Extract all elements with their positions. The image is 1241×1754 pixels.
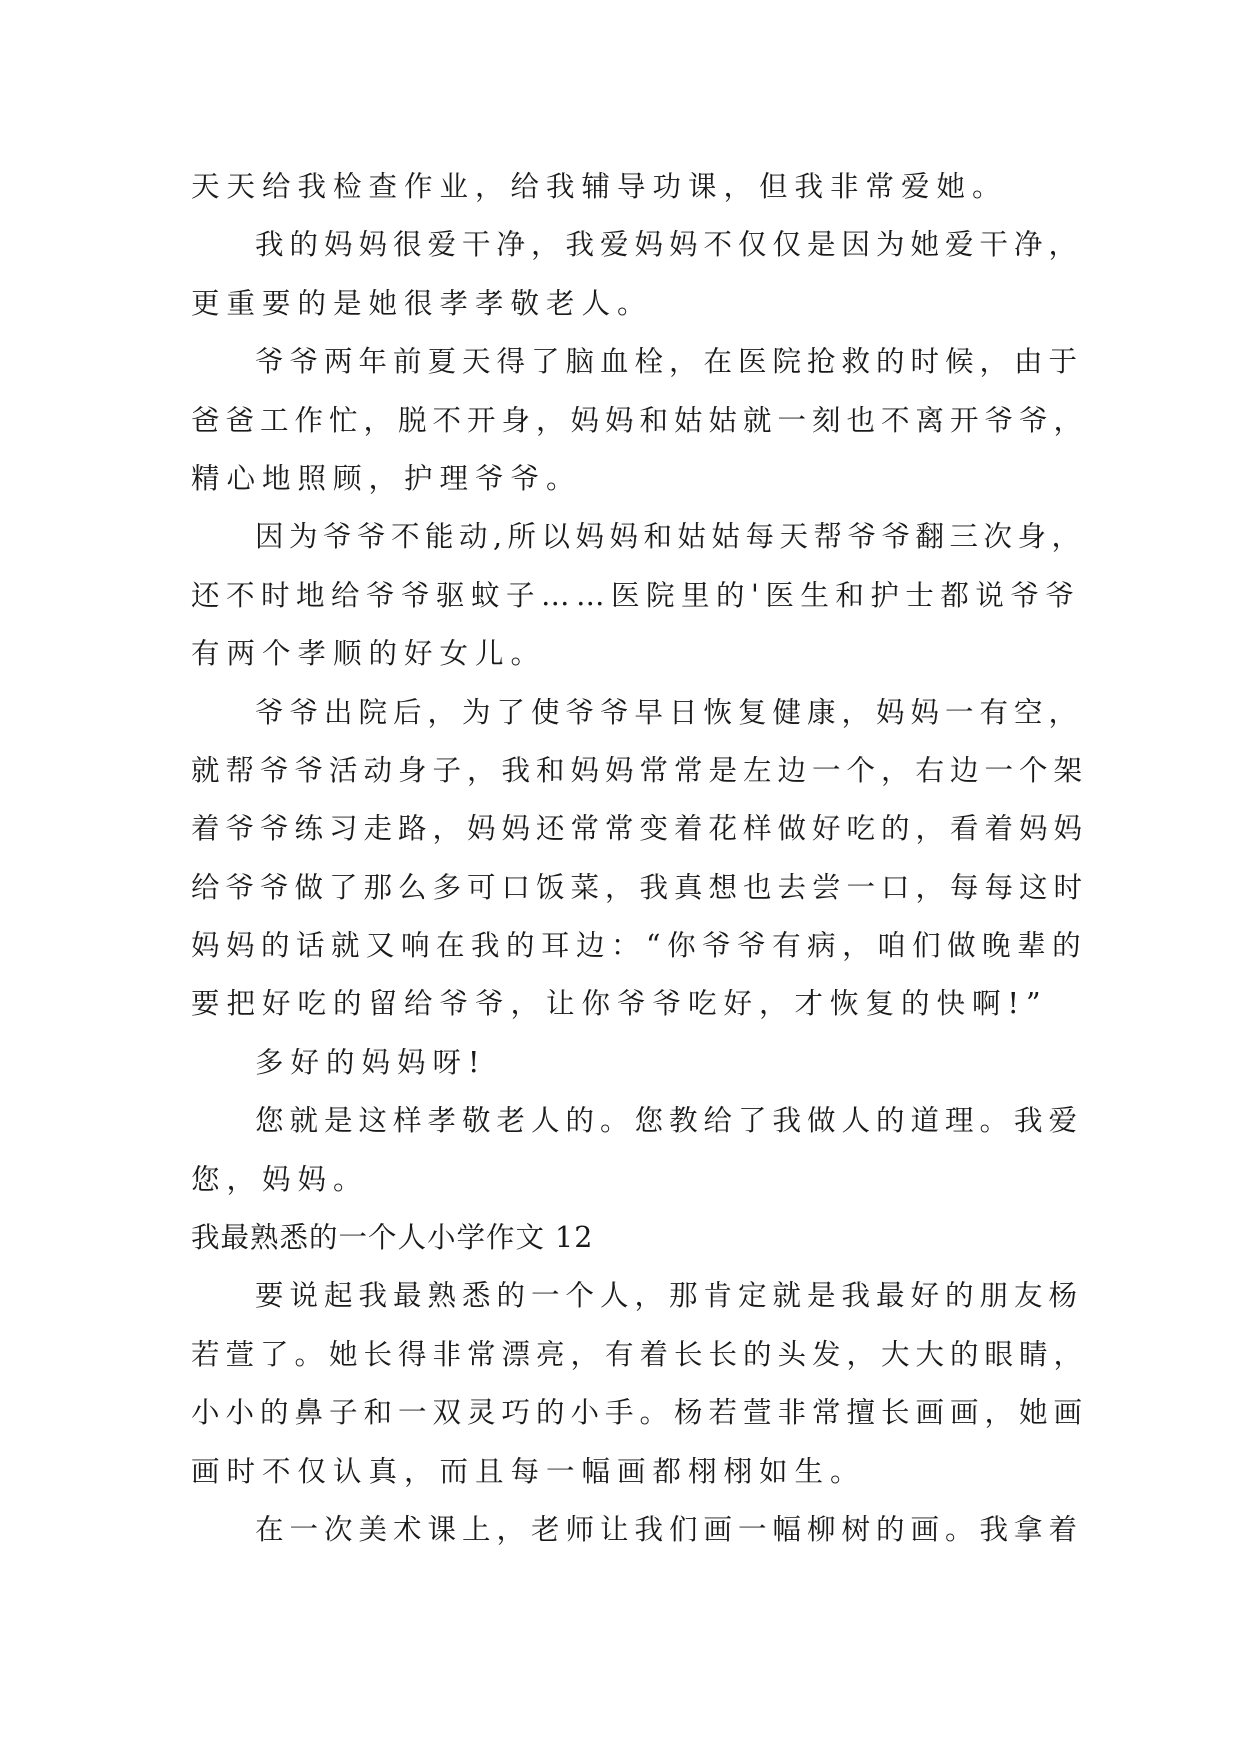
- text-line: 在一次美术课上，老师让我们画一幅柳树的画。我拿着: [255, 1512, 1084, 1546]
- text-line: 给爷爷做了那么多可口饭菜，我真想也去尝一口，每每这时: [191, 870, 1089, 904]
- text-line: 小小的鼻子和一双灵巧的小手。杨若萱非常擅长画画，她画: [191, 1396, 1089, 1430]
- text-line: 我的妈妈很爱干净，我爱妈妈不仅仅是因为她爱干净，: [255, 228, 1084, 262]
- text-line: 天天给我检查作业，给我辅导功课，但我非常爱她。: [191, 170, 1008, 203]
- text-line: 若萱了。她长得非常漂亮，有着长长的头发，大大的眼睛，: [191, 1337, 1089, 1371]
- body-text: [191, 158, 1089, 1559]
- text-line: 多好的妈妈呀!: [255, 1045, 487, 1079]
- text-line: 爷爷两年前夏天得了脑血栓，在医院抢救的时候，由于: [255, 345, 1084, 379]
- text-line: 精心地照顾，护理爷爷。: [191, 461, 582, 495]
- text-line: 着爷爷练习走路，妈妈还常常变着花样做好吃的，看着妈妈: [191, 812, 1089, 846]
- text-line: 爷爷出院后，为了使爷爷早日恢复健康，妈妈一有空，: [255, 695, 1084, 729]
- text-line: 爸爸工作忙，脱不开身，妈妈和姑姑就一刻也不离开爷爷，: [191, 403, 1089, 437]
- section-heading: 我最熟悉的一个人小学作文 12: [191, 1221, 594, 1255]
- text-line: 要把好吃的留给爷爷，让你爷爷吃好，才恢复的快啊!”: [191, 987, 1048, 1021]
- text-line: 画时不仅认真，而且每一幅画都栩栩如生。: [191, 1454, 866, 1488]
- text-line: 要说起我最熟悉的一个人，那肯定就是我最好的朋友杨: [255, 1279, 1084, 1313]
- text-line: 您就是这样孝敬老人的。您教给了我做人的道理。我爱: [255, 1104, 1084, 1138]
- text-line: 还不时地给爷爷驱蚊子……医院里的'医生和护士都说爷爷: [191, 578, 1081, 612]
- text-line: 妈妈的话就又响在我的耳边：“你爷爷有病，咱们做晚辈的: [191, 929, 1088, 963]
- text-line: 就帮爷爷活动身子，我和妈妈常常是左边一个，右边一个架: [191, 753, 1089, 787]
- text-line: 您，妈妈。: [191, 1162, 369, 1196]
- text-line: 更重要的是她很孝孝敬老人。: [191, 286, 653, 320]
- text-line: 有两个孝顺的好女儿。: [191, 637, 547, 671]
- text-line: 因为爷爷不能动,所以妈妈和姑姑每天帮爷爷翻三次身，: [255, 520, 1086, 554]
